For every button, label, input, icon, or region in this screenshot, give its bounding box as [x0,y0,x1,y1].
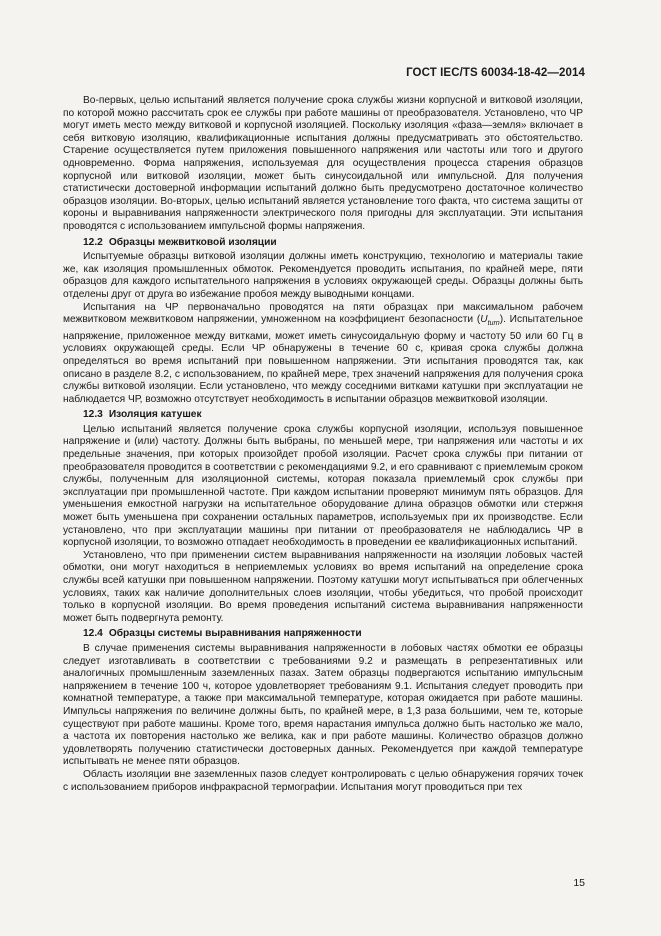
voltage-symbol: U [480,314,488,326]
section-title: Изоляция катушек [108,409,202,421]
section-12-2-paragraph-2 [63,302,583,407]
section-number: 12.3 [83,409,103,421]
document-header: ГОСТ IEC/TS 60034-18-42—2014 [406,67,585,79]
section-number: 12.2 [83,236,103,248]
page-number: 15 [573,877,585,889]
section-12-3-paragraph-1: Целью испытаний является получение срока службы корпусной изоляции, используя повышенное напряжение и (или) частоту. Должны быть выбраны, по меньшей мере, три напряжения или частоты и их предельные значения, при которых произойдет пробой изоляции. Расчет срока службы при питании от преобразователя проводится в соответствии с рекомендациями 9.2, и его сравнивают с приемлемым сроком службы, полученным для изоляционной системы, которая показала приемлемый срок службы при эксплуатации при промышленной частоте. При каждом испытании проверяют минимум пять образцов. Для уменьшения емкостной нагрузки на испытательное оборудование длина образцов обмотки или стержня может быть уменьшена при сохранении остальных параметров, используемых при их производстве. Если установлено, что при эксплуатации машины при питании от преобразователя не наблюдались ЧР в корпусной изоляции, то возможно отпадает необходимость в проведении ее квалификационных испытаний. [63,423,583,549]
section-title: Образцы межвитковой изоляции [108,236,277,248]
intro-paragraph: Во-первых, целью испытаний является получение срока службы жизни корпусной и витковой изоляции, по которой можно рассчитать срок ее службы при работе машины от преобразователя. Установлено, что ЧР могут иметь место между витковой и корпусной изоляцией. Поскольку изоляция «фаза—земля» включает в себя витковую изоляцию, квалификационные испытания должны предусматривать это обстоятельство. Старение осуществляется путем приложения повышенного напряжения или частоты или того и другого одновременно. Форма напряжения, используемая для осуществления процесса старения образцов корпусной или витковой изоляции, может быть синусоидальной или импульсной. Для получения статистически достоверной информации испытаний должно быть предусмотрено достаточное количество образцов изоляции. Во-вторых, целью испытаний является установление того факта, что система защиты от короны и выравнивания напряженности электрического поля пригодны для эксплуатации. Эти испытания проводятся с использованием импульсной формы напряжения. [63,95,583,232]
section-12-4-paragraph-2: Область изоляции вне заземленных пазов следует контролировать с целью обнаружения горячих точек с использованием приборов инфракрасной термографии. Испытания могут проводиться при тех [63,768,583,793]
section-12-2-paragraph-1: Испытуемые образцы витковой изоляции должны иметь конструкцию, технологию и материалы такие же, как изоляция промышленных обмоток. Рекомендуется проводить испытания, по крайней мере, пяти образцов для каждого испытательного напряжения в условиях окружающей среды. Образцы должны быть отделены друг от друга во избежание пробоя между выводными концами. [63,251,583,300]
section-title: Образцы системы выравнивания напряженности [108,628,362,640]
paragraph-text: ). Испытательное напряжение, приложенное между витками, может иметь синусоидальную форму и частоту 50 или 60 Гц в условиях окружающей среды. Если ЧР обнаружены в течение 60 с, кривая срока службы должна определяться во время испытаний при повышенном напряжении. Эти испытания проводятся так, как описано в разделе 8.2, с использованием, по крайней мере, трех значений напряжения для получения срока службы витковой изоляции. Если установлено, что между соседними витками катушки при эксплуатации не наблюдается ЧР, возможно отсутствует необходимость в испытании образцов межвитковой изоляции. [63,314,584,405]
section-12-4-heading [63,628,583,641]
section-12-3-heading [63,409,583,422]
section-12-3-paragraph-2: Установлено, что при применении систем выравнивания напряженности на изоляции лобовых частей обмотки, они могут находиться в неприемлемых условиях во время испытаний на определение срока службы всей катушки при повышенном напряжении. Поэтому катушки могут испытываться при облегченных условиях, таких как наличие дополнительных слоев изоляции, чтобы убедиться, что пробой происходит только в корпусной изоляции. Во время проведения испытаний система выравнивания напряженности может быть подвергнута ремонту. [63,549,583,624]
section-12-4-paragraph-1: В случае применения системы выравнивания напряженности в лобовых частях обмотки ее образцы следует изготавливать в соответствии с требованиями 9.2 и размещать в репрезентативных или аналогичных промышленным заземленных пазах. Затем образцы подвергаются испытанию импульсным напряжением в течение 100 ч, которое удовлетворяет требованиям 9.1. Испытания следует проводить при комнатной температуре, а также при максимальной температуре, которая ожидается при работе машины. Импульсы напряжения по величине должны быть, по крайней мере, в 1,3 раза большими, чем те, которые существуют при работе машины. Кроме того, время нарастания импульса должно быть настолько же мало, а частота их повторения настолько же велика, как и при работе машины. Количество образцов должно удовлетворять получению статистически достоверных данных. Рекомендуется при каждой температуре испытывать не менее пяти образцов. [63,642,583,768]
document-body [63,95,583,794]
paragraph-text: Испытания на ЧР первоначально проводятся на пяти образцах при максимальном рабочем межвитковом межвитковом напряжении, умноженном на коэффициент безопасности ( [63,301,583,326]
section-12-2-heading [63,237,583,250]
voltage-subscript: turn [487,320,500,328]
section-number: 12.4 [83,628,103,640]
